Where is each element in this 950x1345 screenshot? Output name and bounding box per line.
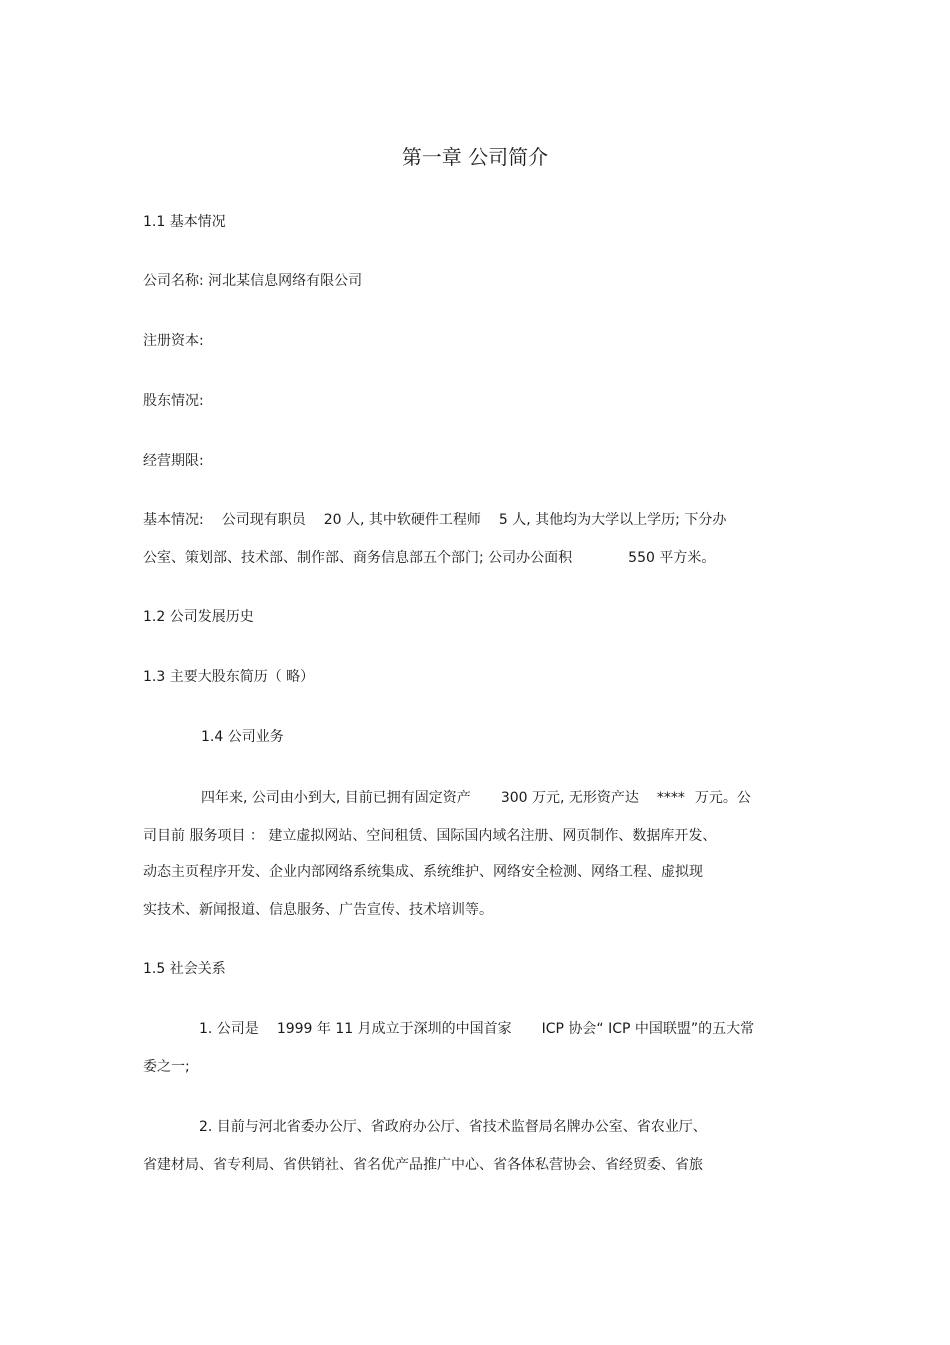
- chapter-title: 第一章 公司简介: [401, 145, 549, 169]
- basic-info-line-2: [143, 548, 715, 568]
- relation-item-1-date: 1999 年 11 月成立于深圳的中国首家: [276, 1021, 512, 1037]
- business-masked-value: ****: [656, 790, 685, 806]
- relation-item-1-intro: 1. 公司是: [199, 1021, 259, 1037]
- section-1-5-heading: 1.5 社会关系: [143, 961, 226, 977]
- relation-item-1-icp: ICP 协会“ ICP 中国联盟”的五大常: [541, 1021, 755, 1037]
- basic-info-label: 基本情况:: [143, 512, 204, 528]
- business-unit: 万元。公: [694, 790, 751, 806]
- business-line-2: 司目前 服务项目 ： 建立虚拟网站、空间租赁、国际国内域名注册、网页制作、数据库开发、: [143, 828, 717, 844]
- business-term-line: 经营期限:: [143, 453, 204, 469]
- shareholders-line: 股东情况:: [143, 393, 204, 409]
- relation-item-1-line-1: [199, 1019, 754, 1039]
- business-fixed-assets: 四年来, 公司由小到大, 目前已拥有固定资产: [201, 790, 471, 806]
- basic-info-line-1: [143, 510, 726, 530]
- business-line-3: 动态主页程序开发、企业内部网络系统集成、系统维护、网络安全检测、网络工程、虚拟现: [143, 864, 703, 880]
- business-intangible-assets: 300 万元, 无形资产达: [500, 790, 639, 806]
- basic-info-departments: 5 人, 其他均为大学以上学历; 下分办: [498, 512, 727, 528]
- company-name-line: 公司名称: 河北某信息网络有限公司: [143, 273, 363, 289]
- basic-info-area: 550 平方米。: [628, 550, 716, 566]
- section-1-1-heading: 1.1 基本情况: [143, 214, 226, 230]
- relation-item-2-line-2: 省建材局、省专利局、省供销社、省名优产品推广中心、省各体私营协会、省经贸委、省旅: [143, 1157, 703, 1173]
- business-line-1: [201, 788, 751, 808]
- business-line-4: 实技术、新闻报道、信息服务、广告宣传、技术培训等。: [143, 902, 493, 918]
- section-1-3-heading: 1.3 主要大股东简历（ 略）: [143, 669, 315, 685]
- relation-item-1-line-2: 委之一;: [143, 1059, 190, 1075]
- basic-info-dept-list: 公室、策划部、技术部、制作部、商务信息部五个部门; 公司办公面积: [143, 550, 573, 566]
- section-1-4-heading: 1.4 公司业务: [201, 729, 284, 745]
- relation-item-2-line-1: 2. 目前与河北省委办公厅、省政府办公厅、省技术监督局名牌办公室、省农业厅、: [199, 1119, 707, 1135]
- basic-info-staff: 公司现有职员: [221, 512, 306, 528]
- registered-capital-line: 注册资本:: [143, 333, 204, 349]
- basic-info-engineers: 20 人, 其中软硬件工程师: [323, 512, 481, 528]
- section-1-2-heading: 1.2 公司发展历史: [143, 609, 254, 625]
